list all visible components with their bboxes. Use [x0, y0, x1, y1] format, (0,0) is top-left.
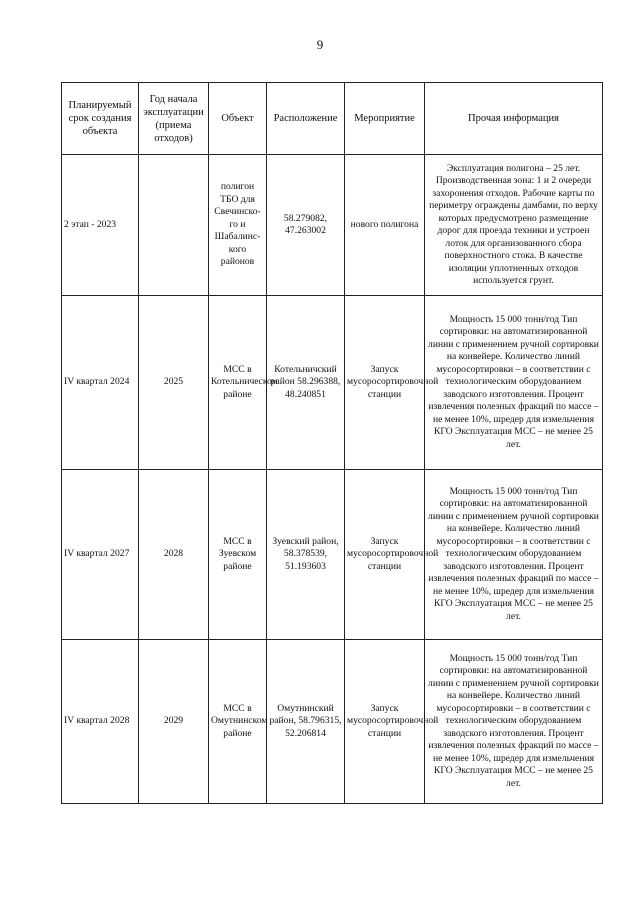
- header-action: Мероприятие: [345, 83, 425, 155]
- cell-object: МСС в Котельничеcком районе: [209, 296, 267, 470]
- cell-location: Зуевский район, 58.378539, 51.193603: [267, 470, 345, 640]
- cell-other-info: Мощность 15 000 тонн/год Тип сортировки: на автоматизированной линии с применением ручной сортировки на конвейере. Количество линий мусоросортировки – в соответствии с технологическим оборудованием заводского изготовления. Процент извлечения полезных фракций по массе – не менее 10%, шредер для измельчения КГО Эксплуатация МСС – не менее 25 лет.: [425, 470, 603, 640]
- header-other-info: Прочая информация: [425, 83, 603, 155]
- cell-object: полигон ТБО для Свечинско-го и Шабалинс-кого районов: [209, 155, 267, 296]
- header-object: Объект: [209, 83, 267, 155]
- cell-object: МСС в Омутнинском районе: [209, 640, 267, 804]
- cell-other-info: Мощность 15 000 тонн/год Тип сортировки: на автоматизированной линии с применением ручной сортировки на конвейере. Количество линий мусоросортировки – в соответствии с технологическим оборудованием заводского изготовления. Процент извлечения полезных фракций по массе – не менее 10%, шредер для измельчения КГО Эксплуатация МСС – не менее 25 лет.: [425, 296, 603, 470]
- page-number: 9: [316, 37, 324, 52]
- header-location: Расположение: [267, 83, 345, 155]
- table-row: [62, 640, 603, 804]
- cell-period: IV квартал 2027: [62, 470, 139, 640]
- table-header-row: [62, 83, 603, 155]
- cell-object: МСС в Зуевском районе: [209, 470, 267, 640]
- table-row: [62, 470, 603, 640]
- table-row: [62, 296, 603, 470]
- cell-action: Запуск мусоросортировочной станции: [345, 640, 425, 804]
- cell-other-info: Мощность 15 000 тонн/год Тип сортировки: на автоматизированной линии с применением ручной сортировки на конвейере. Количество линий мусоросортировки – в соответствии с технологическим оборудованием заводского изготовления. Процент извлечения полезных фракций по массе – не менее 10%, шредер для измельчения КГО Эксплуатация МСС – не менее 25 лет.: [425, 640, 603, 804]
- cell-period: 2 этап - 2023: [62, 155, 139, 296]
- table-row: [62, 155, 603, 296]
- cell-start-year: 2028: [139, 470, 209, 640]
- cell-start-year: [139, 155, 209, 296]
- cell-other-info: Эксплуатация полигона – 25 лет. Производственная зона: 1 и 2 очереди захоронения отходов. Рабочие карты по периметру ограждены дамбами, по верху которых предусмотрено размещение дорог для проезда техники и устроен лоток для организованного сбора поверхностного стока. В качестве изоляции уплотненных отходов используется грунт.: [425, 155, 603, 296]
- cell-location: 58.279082, 47.263002: [267, 155, 345, 296]
- header-start-year: Год начала эксплуатации (приема отходов): [139, 83, 209, 155]
- cell-start-year: 2029: [139, 640, 209, 804]
- cell-action: нового полигона: [345, 155, 425, 296]
- cell-location: Омутнинский район, 58.796315, 52.206814: [267, 640, 345, 804]
- cell-action: Запуск мусоросортировочной станции: [345, 470, 425, 640]
- facilities-table: [61, 82, 603, 804]
- cell-start-year: 2025: [139, 296, 209, 470]
- cell-location: Котельничский район 58.296388, 48.240851: [267, 296, 345, 470]
- cell-period: IV квартал 2024: [62, 296, 139, 470]
- cell-period: IV квартал 2028: [62, 640, 139, 804]
- header-planned-period: Планируемый срок создания объекта: [62, 83, 139, 155]
- cell-action: Запуск мусоросортировочной станции: [345, 296, 425, 470]
